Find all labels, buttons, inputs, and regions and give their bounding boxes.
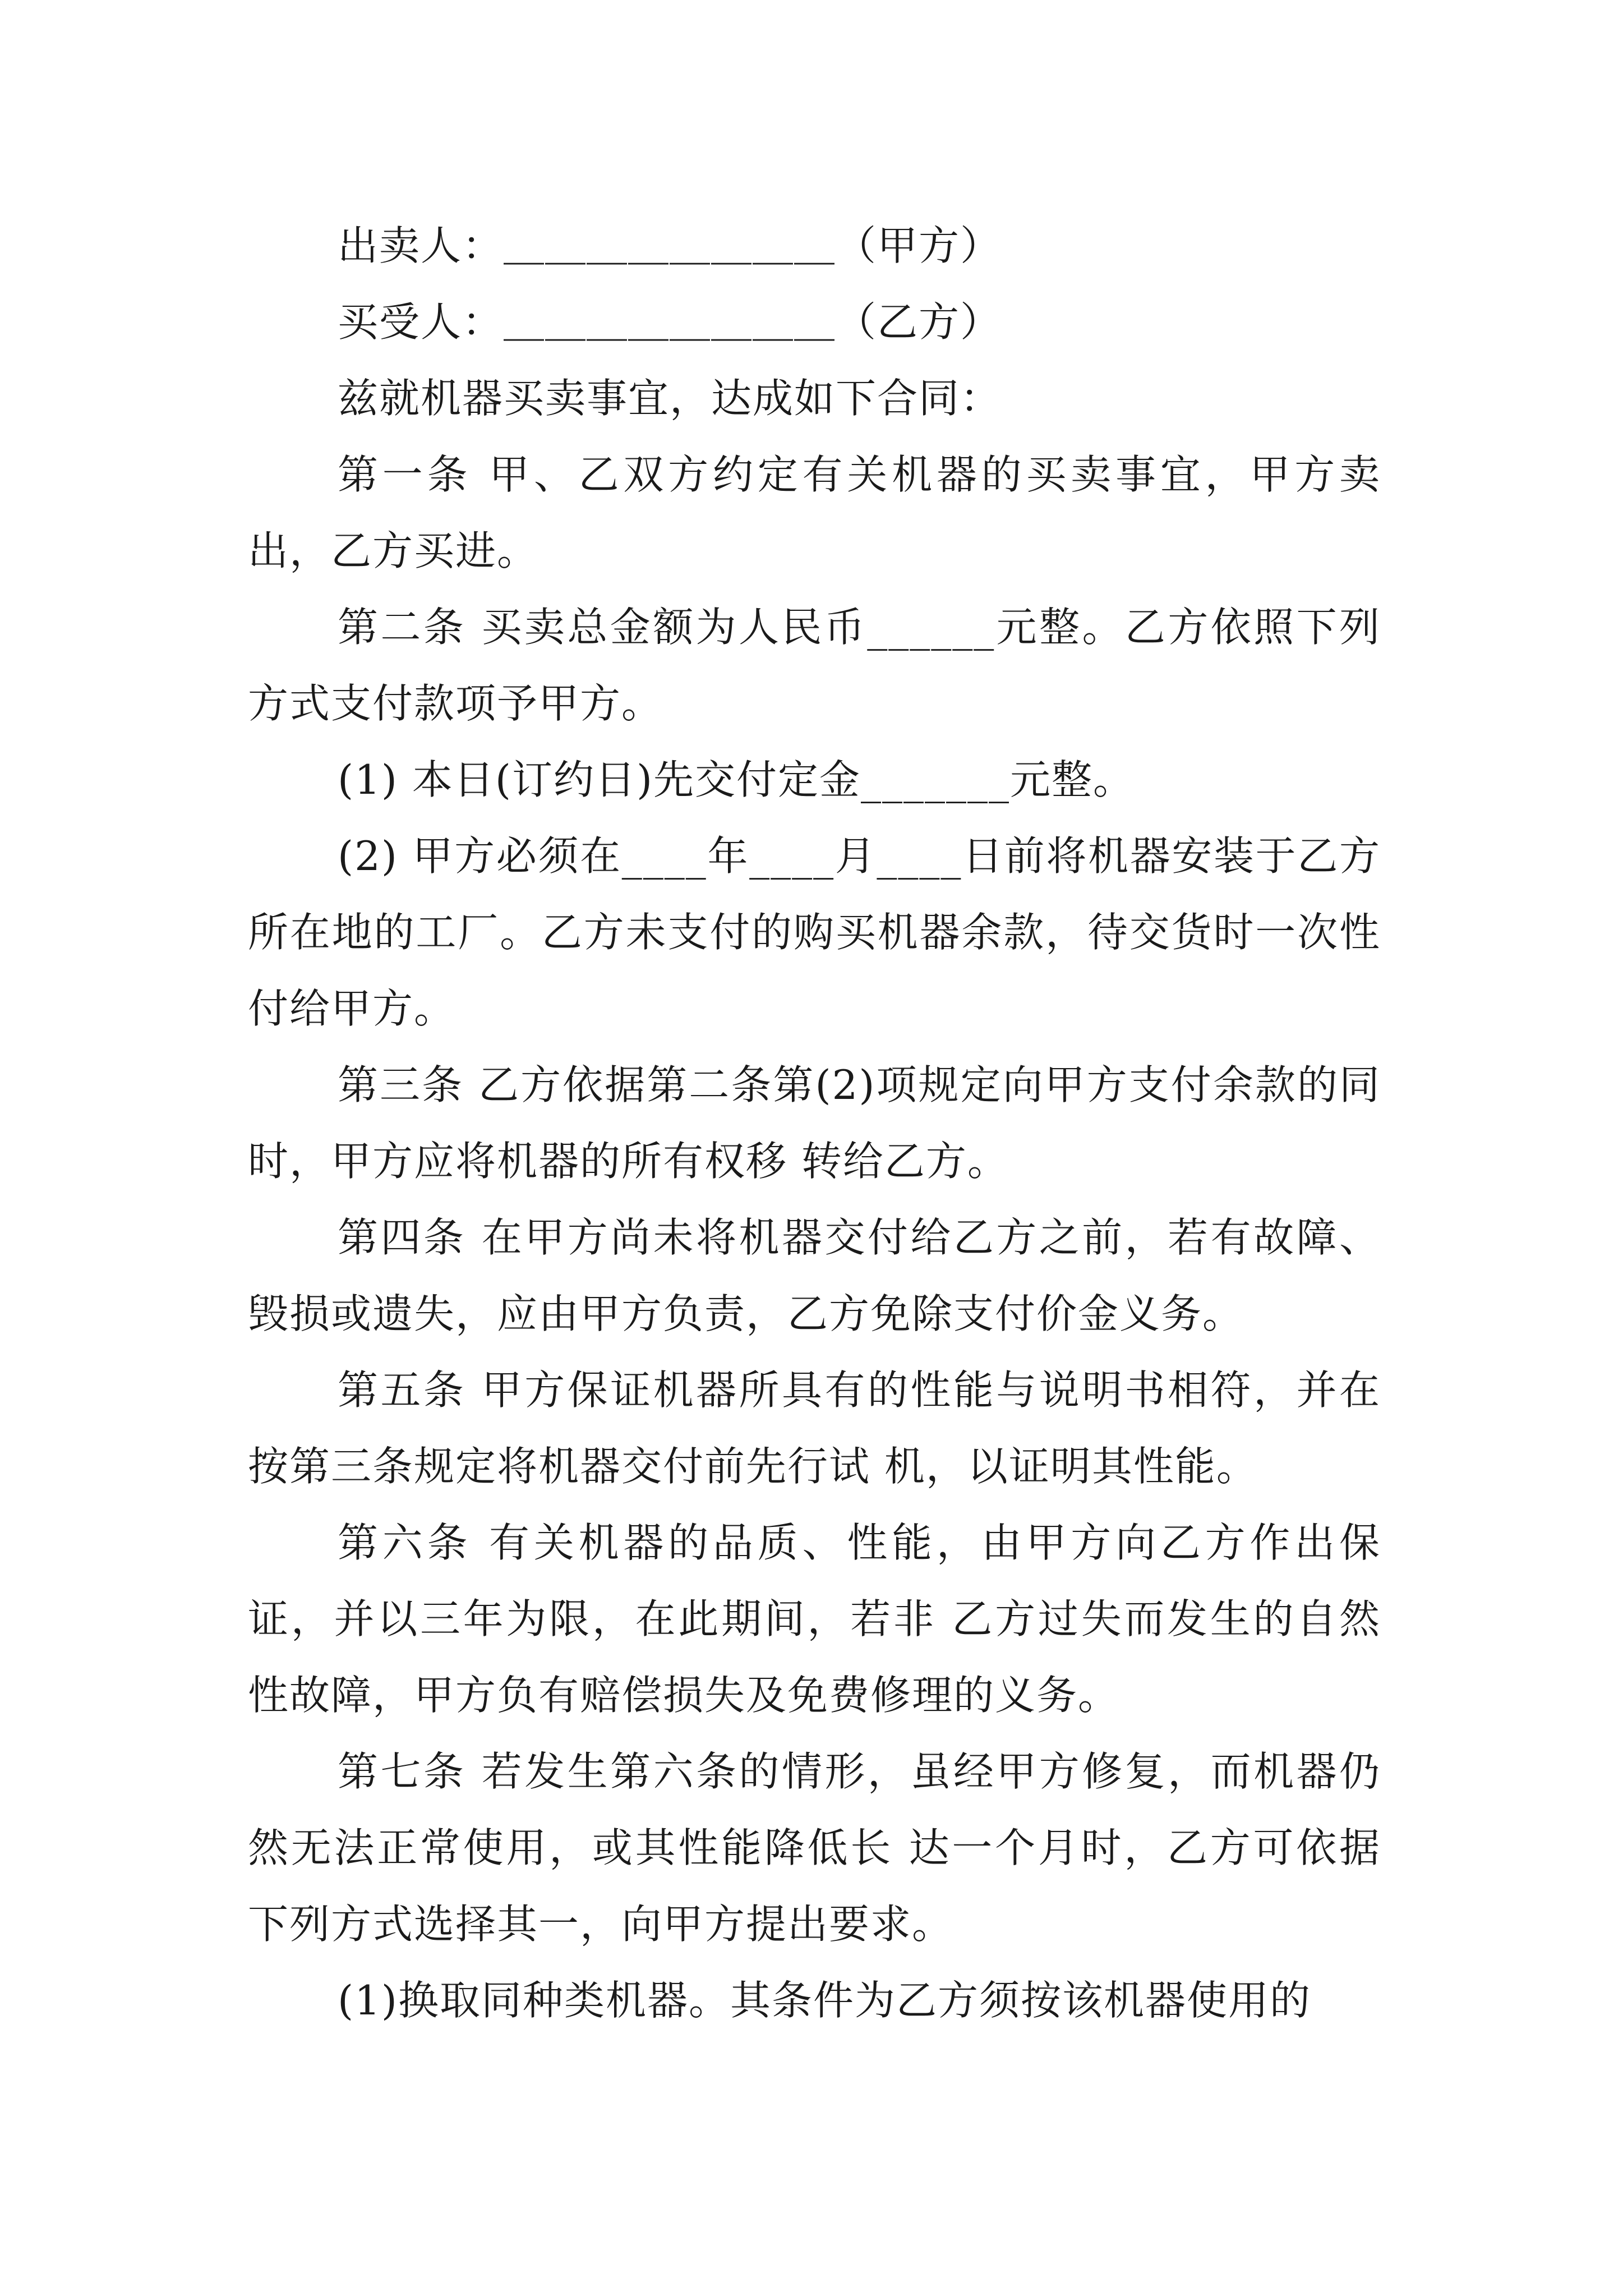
- preamble: 兹就机器买卖事宜，达成如下合同：: [338, 375, 1002, 422]
- article-2: 第二条 买卖总金额为人民币______元整。乙方依照下列方式支付款项予甲方。: [248, 604, 1381, 727]
- article-2-item-1: (1) 本日(订约日)先交付定金_______元整。: [338, 756, 1135, 803]
- article-2-item-2: (2) 甲方必须在____年____月____日前将机器安装于乙方所在地的工厂。乙方未支付的购买机器余款，待交货时一次性付给甲方。: [248, 832, 1381, 1032]
- buyer-line: 买受人：＿＿＿＿＿＿＿＿（乙方）: [338, 298, 1002, 346]
- article-5: 第五条 甲方保证机器所具有的性能与说明书相符，并在按第三条规定将机器交付前先行试 机，以证明其性能。: [248, 1366, 1381, 1490]
- article-7: 第七条 若发生第六条的情形，虽经甲方修复，而机器仍然无法正常使用，或其性能降低长 达一个月时，乙方可依据下列方式选择其一，向甲方提出要求。: [248, 1748, 1381, 1948]
- document-page: [248, 208, 1381, 2039]
- article-7-item-1: (1)换取同种类机器。其条件为乙方须按该机器使用的: [338, 1977, 1311, 2024]
- article-1: 第一条 甲、乙双方约定有关机器的买卖事宜，甲方卖出，乙方买进。: [248, 451, 1381, 574]
- article-3: 第三条 乙方依据第二条第(2)项规定向甲方支付余款的同时，甲方应将机器的所有权移 转给乙方。: [248, 1061, 1381, 1185]
- article-4: 第四条 在甲方尚未将机器交付给乙方之前，若有故障、毁损或遗失，应由甲方负责，乙方免除支付价金义务。: [248, 1214, 1381, 1337]
- seller-line: 出卖人：＿＿＿＿＿＿＿＿（甲方）: [338, 222, 1002, 269]
- article-6: 第六条 有关机器的品质、性能，由甲方向乙方作出保证，并以三年为限，在此期间，若非 乙方过失而发生的自然性故障，甲方负有赔偿损失及免费修理的义务。: [248, 1519, 1381, 1719]
